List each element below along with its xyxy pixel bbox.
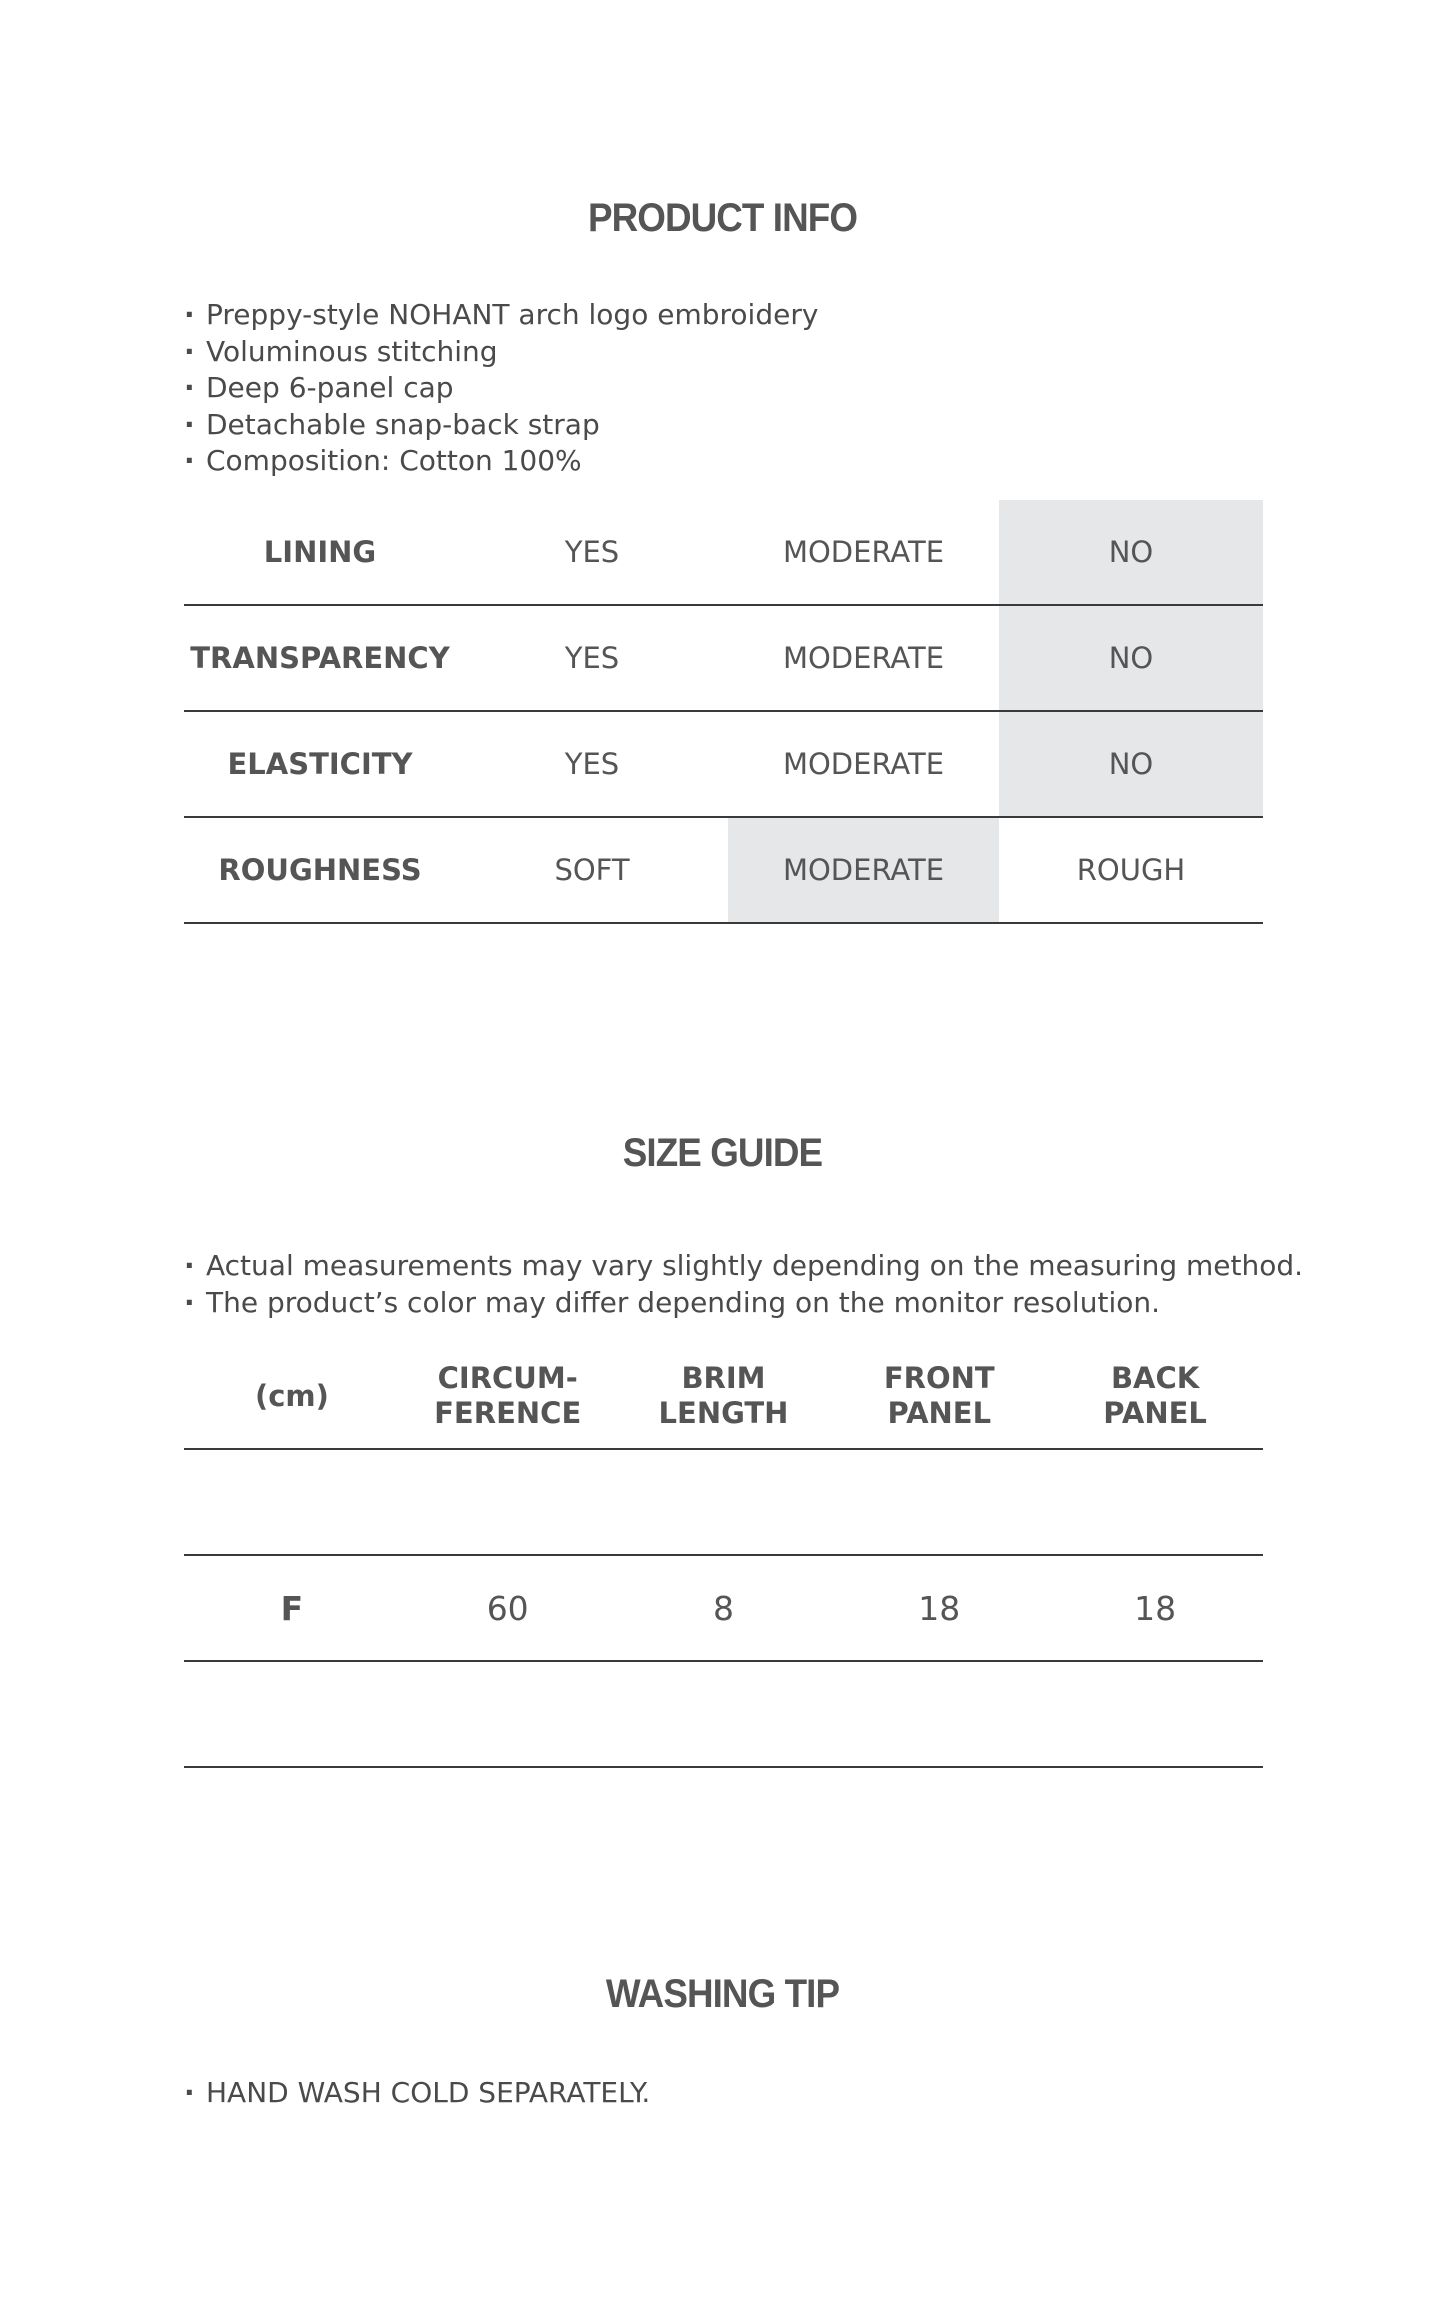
size-value: 60: [400, 1555, 616, 1661]
list-item: · Preppy-style NOHANT arch logo embroidery: [184, 297, 818, 334]
size-value: [1047, 1449, 1263, 1555]
size-table-header-row: [184, 1344, 1263, 1449]
size-value: 8: [616, 1555, 832, 1661]
attribute-option: YES: [456, 711, 728, 817]
size-label: [184, 1449, 400, 1555]
attribute-row: [184, 711, 1263, 817]
list-item: · The product’s color may differ depending on the monitor resolution.: [184, 1285, 1303, 1322]
attribute-label: ROUGHNESS: [184, 817, 456, 923]
size-value: 18: [1047, 1555, 1263, 1661]
product-attributes-table: [184, 500, 1263, 924]
table-row: [184, 1661, 1263, 1767]
size-column-header: FRONT PANEL: [831, 1344, 1047, 1449]
attribute-option: YES: [456, 605, 728, 711]
attribute-option: NO: [999, 711, 1263, 817]
list-item: · Actual measurements may vary slightly depending on the measuring method.: [184, 1248, 1303, 1285]
attribute-label: ELASTICITY: [184, 711, 456, 817]
product-info-list: [184, 297, 818, 480]
size-table: [184, 1344, 1263, 1768]
washing-tip-list: [184, 2075, 650, 2112]
attribute-option: MODERATE: [728, 817, 999, 923]
washing-tip-title: WASHING TIP: [605, 1972, 840, 2016]
size-value: [616, 1449, 832, 1555]
attribute-label: LINING: [184, 500, 456, 605]
attribute-option: NO: [999, 605, 1263, 711]
size-guide-notes: [184, 1248, 1303, 1321]
attribute-option: MODERATE: [728, 605, 999, 711]
size-label: [184, 1661, 400, 1767]
list-item: · HAND WASH COLD SEPARATELY.: [184, 2075, 650, 2112]
attribute-option: YES: [456, 500, 728, 605]
size-value: [400, 1661, 616, 1767]
attribute-option: NO: [999, 500, 1263, 605]
attribute-row: [184, 605, 1263, 711]
attribute-label: TRANSPARENCY: [184, 605, 456, 711]
table-row: [184, 1555, 1263, 1661]
attribute-row: [184, 500, 1263, 605]
list-item: · Deep 6-panel cap: [184, 370, 818, 407]
list-item: · Composition: Cotton 100%: [184, 443, 818, 480]
list-item: · Detachable snap-back strap: [184, 407, 818, 444]
size-column-header: (cm): [184, 1344, 400, 1449]
size-column-header: CIRCUM- FERENCE: [400, 1344, 616, 1449]
size-column-header: BRIM LENGTH: [616, 1344, 832, 1449]
attribute-option: MODERATE: [728, 500, 999, 605]
size-value: [400, 1449, 616, 1555]
table-row: [184, 1449, 1263, 1555]
size-value: [831, 1661, 1047, 1767]
attribute-option: ROUGH: [999, 817, 1263, 923]
attribute-row: [184, 817, 1263, 923]
size-label: F: [184, 1555, 400, 1661]
size-value: [1047, 1661, 1263, 1767]
attribute-option: MODERATE: [728, 711, 999, 817]
size-value: 18: [831, 1555, 1047, 1661]
size-value: [616, 1661, 832, 1767]
list-item: · Voluminous stitching: [184, 334, 818, 371]
size-guide-title: SIZE GUIDE: [622, 1131, 823, 1175]
product-info-title: PRODUCT INFO: [587, 196, 858, 240]
attribute-option: SOFT: [456, 817, 728, 923]
size-value: [831, 1449, 1047, 1555]
size-column-header: BACK PANEL: [1047, 1344, 1263, 1449]
